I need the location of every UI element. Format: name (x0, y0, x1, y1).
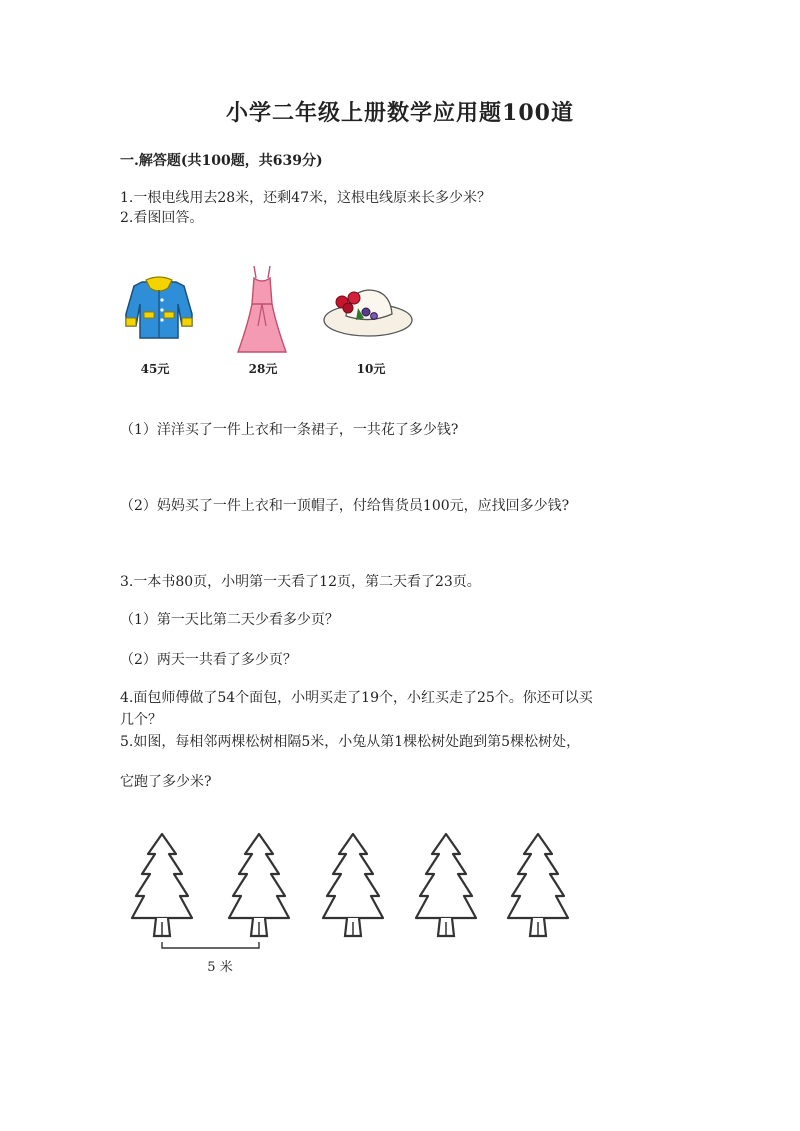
pine-tree-3 (323, 834, 383, 936)
pine-tree-2 (229, 834, 289, 936)
question-3-sub-1: （1）第一天比第二天少看多少页？ (120, 612, 339, 628)
dress-image (232, 264, 292, 356)
question-1: 1.一根电线用去28米，还剩47米，这根电线原来长多少米？ (120, 190, 491, 206)
coat-image (122, 274, 197, 344)
dress-price: 28元 (248, 362, 278, 376)
question-4-line-2: 几个？ (120, 712, 162, 728)
question-4-line-1: 4.面包师傅做了54个面包，小明买走了19个，小红买走了25个。你还可以买 (120, 690, 593, 706)
coat-price: 45元 (140, 362, 170, 376)
pine-tree-4 (416, 834, 476, 936)
pine-trees-figure (124, 828, 580, 980)
question-5-line-1: 5.如图，每相邻两棵松树相隔5米，小兔从第1棵松树处跑到第5棵松树处， (120, 734, 581, 750)
hat-image (320, 282, 416, 340)
page-title: 小学二年级上册数学应用题100道 (226, 100, 574, 126)
question-2-sub-1: （1）洋洋买了一件上衣和一条裙子，一共花了多少钱? (120, 422, 459, 438)
section-heading: 一.解答题(共100题，共639分) (120, 153, 323, 169)
pine-tree-1 (132, 834, 192, 936)
distance-label: 5 米 (207, 960, 233, 975)
question-3-sub-2: （2）两天一共看了多少页？ (120, 652, 297, 668)
hat-price: 10元 (356, 362, 386, 376)
question-2-sub-2: （2）妈妈买了一件上衣和一顶帽子，付给售货员100元，应找回多少钱? (120, 498, 570, 514)
distance-bracket (162, 942, 259, 948)
question-5-line-2: 它跑了多少米? (120, 774, 212, 790)
question-3-stem: 3.一本书80页，小明第一天看了12页，第二天看了23页。 (120, 574, 481, 590)
question-2-stem: 2.看图回答。 (120, 210, 204, 226)
pine-tree-5 (508, 834, 568, 936)
